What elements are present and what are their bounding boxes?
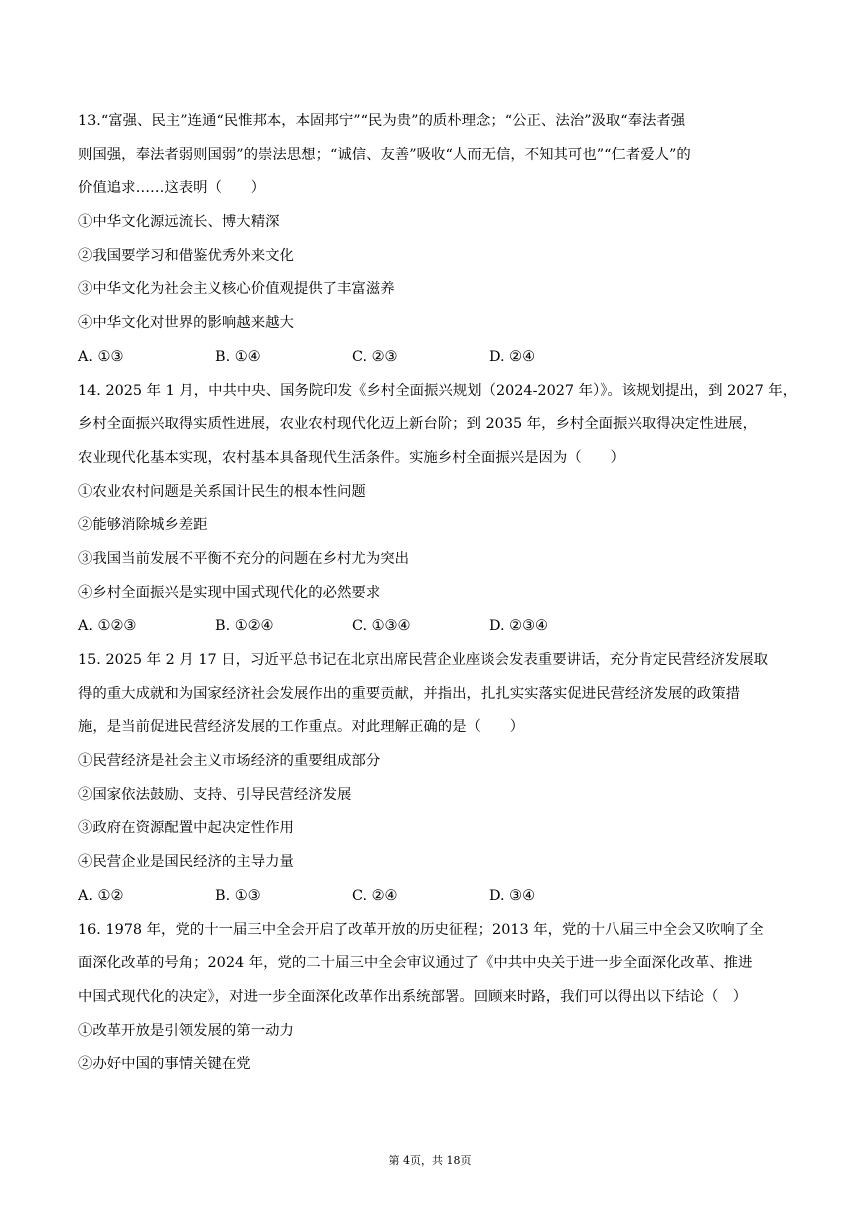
statement-item: ④乡村全面振兴是实现中国式现代化的必然要求 bbox=[78, 584, 381, 601]
option-c: C. ②④ bbox=[352, 887, 398, 904]
question-13 bbox=[78, 110, 794, 368]
statement-item: ③我国当前发展不平衡不充分的问题在乡村尤为突出 bbox=[78, 550, 409, 567]
statement-item: ①农业农村问题是关系国计民生的根本性问题 bbox=[78, 483, 366, 500]
statement-item: ③政府在资源配置中起决定性作用 bbox=[78, 820, 294, 837]
statement-item: ②能够消除城乡差距 bbox=[78, 517, 208, 534]
option-d: D. ②④ bbox=[489, 348, 535, 365]
question-stem-line: 农业现代化基本实现，农村基本具备现代生活条件。实施乡村全面振兴是因为（ ） bbox=[78, 449, 625, 466]
question-stem-line: 15. 2025 年 2 月 17 日，习近平总书记在北京出席民营企业座谈会发表重要讲话，充分肯定民营经济发展取 bbox=[78, 652, 769, 668]
question-stem-line: 面深化改革的号角；2024 年，党的二十届三中全会审议通过了《中共中央关于进一步全面深化改革、推进 bbox=[78, 955, 753, 972]
answer-options bbox=[78, 885, 794, 907]
option-c: C. ②③ bbox=[352, 348, 398, 365]
question-stem-line: 14. 2025 年 1 月，中共中央、国务院印发《乡村全面振兴规划（2024-2027 年）》。该规划提出，到 2027 年， bbox=[78, 382, 798, 399]
answer-options bbox=[78, 615, 794, 637]
statement-item: ②我国要学习和借鉴优秀外来文化 bbox=[78, 247, 294, 264]
option-d: D. ②③④ bbox=[489, 618, 548, 635]
question-stem-line: 乡村全面振兴取得实质性进展，农业农村现代化迈上新台阶；到 2035 年，乡村全面振兴取得决定性进展， bbox=[78, 416, 757, 433]
option-a: A. ①③ bbox=[78, 348, 124, 365]
question-stem-line: 中国式现代化的决定》，对进一步全面深化改革作出系统部署。回顾来时路，我们可以得出以下结论（ ） bbox=[78, 988, 748, 1005]
question-stem-line: 16. 1978 年，党的十一届三中全会开启了改革开放的历史征程；2013 年，党的十八届三中全会又吹响了全 bbox=[78, 921, 764, 938]
option-a: A. ①② bbox=[78, 887, 124, 904]
statement-item: ①民营经济是社会主义市场经济的重要组成部分 bbox=[78, 753, 381, 770]
question-stem-line: 13.“富强、民主”连通“民惟邦本，本固邦宁”“民为贵”的质朴理念；“公正、法治”汲取“奉法者强 bbox=[78, 113, 686, 129]
option-a: A. ①②③ bbox=[78, 618, 137, 635]
question-stem-line: 施，是当前促进民营经济发展的工作重点。对此理解正确的是（ ） bbox=[78, 719, 525, 736]
statement-item: ④民营企业是国民经济的主导力量 bbox=[78, 854, 294, 871]
question-14 bbox=[78, 380, 798, 638]
question-list bbox=[78, 110, 798, 1087]
statement-item: ②国家依法鼓励、支持、引导民营经济发展 bbox=[78, 786, 352, 803]
option-b: B. ①③ bbox=[215, 887, 261, 904]
question-stem-line: 则国强，奉法者弱则国弱”的崇法思想；“诚信、友善”吸收“人而无信，不知其可也”“仁者爱人”的 bbox=[78, 146, 691, 163]
statement-item: ①中华文化源远流长、博大精深 bbox=[78, 214, 280, 231]
option-d: D. ③④ bbox=[489, 887, 535, 904]
statement-item: ④中华文化对世界的影响越来越大 bbox=[78, 315, 294, 332]
statement-item: ①改革开放是引领发展的第一动力 bbox=[78, 1022, 294, 1039]
statement-item: ③中华文化为社会主义核心价值观提供了丰富滋养 bbox=[78, 281, 395, 298]
answer-options bbox=[78, 346, 794, 368]
question-stem-line: 得的重大成就和为国家经济社会发展作出的重要贡献，并指出，扎扎实实落实促进民营经济发展的政策措 bbox=[78, 685, 740, 702]
option-b: B. ①②④ bbox=[215, 618, 274, 635]
question-16 bbox=[78, 919, 794, 1076]
question-stem-line: 价值追求……这表明（ ） bbox=[78, 180, 266, 197]
option-c: C. ①③④ bbox=[352, 618, 411, 635]
page-footer: 第 4页，共 18页 bbox=[388, 1154, 472, 1167]
question-15 bbox=[78, 649, 794, 907]
option-b: B. ①④ bbox=[215, 348, 261, 365]
statement-item: ②办好中国的事情关键在党 bbox=[78, 1056, 251, 1073]
